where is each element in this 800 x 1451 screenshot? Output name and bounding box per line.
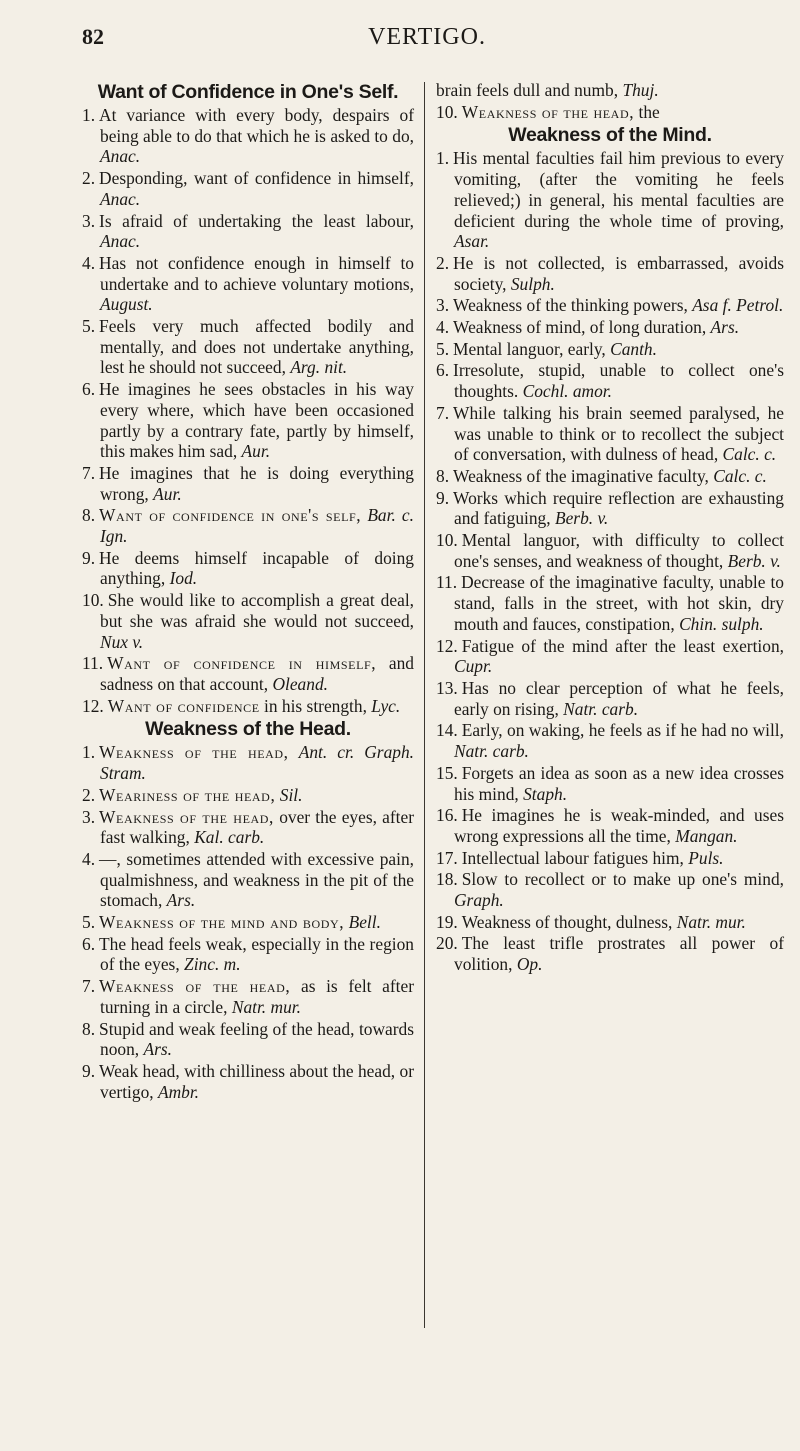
symptom-entry [436,678,784,719]
entry-number: 13. [436,677,458,698]
entry-text: While talking his brain seemed paralysed, he was unable to think or to recollect the subject of conversation, with dulness of head, [453,402,784,465]
remedy-name: Berb. v. [554,508,609,529]
entry-text: He imagines he is weak-minded, and uses wrong expressions all the time, [454,805,784,846]
remedy-name: Calc. c. [722,444,777,465]
remedy-name: Staph. [523,783,568,804]
symptom-entry [82,934,414,975]
symptom-entry [436,848,784,869]
entry-text: as is felt after turning in a circle, [100,976,414,1017]
remedy-name: Ambr. [157,1081,200,1102]
entry-text: Has not confidence enough in himself to undertake and to achieve voluntary motions, [99,252,414,294]
entry-text: His mental faculties fail him previous to every vomiting, (after the vomiting he feels relieved;) in general, his mental faculties are deficient during the whole time of proving, [453,148,784,231]
entry-caps-text: Weakness of the head, [99,976,291,997]
entry-text: The least trifle prostrates all power of volition, [454,933,784,975]
entry-number: 5. [436,338,450,359]
symptom-entry [82,696,414,717]
remedy-name: Natr. carb. [563,698,639,719]
remedy-name: Chin. sulph. [679,613,764,634]
entry-text: Forgets an idea as soon as a new idea crosses his mind, [454,762,784,804]
entry-text: Early, on waking, he feels as if he had no will, [461,720,784,741]
remedy-name: Cupr. [454,656,493,677]
symptom-entry [436,317,784,338]
entry-number: 3. [82,806,96,827]
section-heading: Want of Confidence in One's Self. [97,81,399,103]
entry-text: Works which require reflection are exhausting and fatiguing, [453,487,784,529]
remedy-name: Op. [516,954,543,975]
entry-text: She would like to accomplish a great deal, but she was afraid she would not succeed, [100,590,414,631]
entry-caps-text: Weariness of the head, [99,784,276,805]
symptom-entry [436,148,784,252]
entry-number: 9. [82,547,96,568]
entry-caps-text: Want of confidence in one's self, [99,505,362,526]
entry-text: over the eyes, after fast walking, [100,806,415,848]
entry-text: Decrease of the imaginative faculty, unable to stand, falls in the street, with hot skin, dry mouth and fauces, constipation, [454,572,784,634]
symptom-entry [436,530,784,571]
symptom-entry [436,572,784,634]
page-number: 82 [82,24,104,49]
entry-text: Weakness of thought, dulness, [461,911,673,932]
entry-text: Weak head, with chilliness about the head, or vertigo, [99,1060,414,1102]
symptom-entry [436,339,784,360]
entry-text: Weakness of the imaginative faculty, [453,465,709,486]
symptom-entry [436,720,784,761]
page-title: VERTIGO. [368,24,486,50]
entry-number: 6. [82,933,96,954]
entry-number: 18. [436,869,458,890]
symptom-entry [82,849,414,911]
remedy-name: Sulph. [510,273,555,294]
entry-text: The head feels weak, especially in the region of the eyes, [99,933,414,975]
remedy-name: Zinc. m. [184,954,241,975]
remedy-name: Bell. [348,912,381,933]
entry-text: He imagines that he is doing everything wrong, [99,462,414,504]
entry-number: 11. [436,572,458,593]
entry-number: 19. [436,911,458,932]
remedy-name: Sil. [279,784,303,805]
remedy-name: Kal. carb. [194,827,265,848]
symptom-entry [82,912,414,933]
symptom-entry [436,488,784,529]
entry-caps-text: Want of confidence [107,695,260,716]
symptom-entry [436,80,784,101]
symptom-entry [436,466,784,487]
symptom-entry [436,360,784,401]
remedy-name: Natr. mur. [676,911,746,932]
entry-number: 20. [436,933,458,954]
entry-number: 10. [436,530,458,551]
entry-text: Fatigue of the mind after the least exertion, [461,635,784,656]
entry-number: 1. [82,742,96,763]
entry-number: 3. [82,210,96,231]
remedy-name: Cochl. amor. [522,381,612,402]
symptom-entry [82,548,414,589]
entry-text: Is afraid of undertaking the least labour, [99,210,414,231]
symptom-entry [436,933,784,974]
entry-number: 2. [436,252,450,273]
entry-text: Irresolute, stupid, unable to collect one's thoughts. [453,360,784,402]
entry-text: He deems himself incapable of doing anything, [99,547,414,589]
remedy-name: Puls. [688,847,724,868]
remedy-name: Ant. cr. Graph. Stram. [100,742,415,784]
entry-text: Feels very much affected bodily and mentally, and does not undertake anything, lest he should not succeed, [99,316,414,378]
symptom-entry [436,869,784,910]
entry-caps-text: Weakness of the head, [99,742,289,763]
symptom-entry [82,253,414,315]
column-divider [424,82,425,1328]
entry-text: Mental languor, early, [453,338,606,359]
symptom-entry [82,653,414,694]
entry-text: Slow to recollect or to make up one's mind, [461,869,784,890]
entry-number: 8. [82,1018,96,1039]
section-heading: Weakness of the Head. [145,718,351,741]
entry-number: 12. [82,695,104,716]
remedy-name: Anac. [100,188,141,209]
symptom-entry [436,102,784,123]
remedy-name: Bar. c. Ign. [100,505,414,547]
entry-text: and sadness on that account, [100,653,414,694]
entry-number: 1. [82,105,96,125]
running-header [82,20,772,60]
remedy-name: Asar. [454,231,490,252]
remedy-name: Calc. c. [713,465,767,486]
remedy-name: August. [100,294,153,315]
entry-number: 11. [82,653,104,674]
remedy-name: Anac. [100,231,141,252]
entry-text: He is not collected, is embarrassed, avoids society, [453,252,784,294]
remedy-name: Mangan. [675,825,738,846]
entry-text: Weakness of mind, of long duration, [453,317,707,338]
remedy-name: Thuj. [622,80,659,100]
entry-number: 5. [82,316,96,337]
symptom-entry [436,805,784,846]
symptom-entry [82,505,414,546]
symptom-entry [436,253,784,294]
entry-text: Weakness of the thinking powers, [453,295,688,316]
entry-number: 2. [82,784,96,805]
entry-text: the [638,101,660,122]
symptom-entry [82,168,414,209]
symptom-entry [82,785,414,806]
remedy-name: Natr. mur. [231,996,301,1017]
entry-number: 8. [436,465,450,486]
remedy-name: Canth. [610,338,657,359]
entry-text: in his strength, [264,695,367,716]
symptom-entry [82,379,414,462]
remedy-name: Ars. [166,890,196,911]
entry-number: 4. [82,848,96,869]
entry-number: 6. [82,379,96,400]
right-column [436,80,784,976]
entry-number: 2. [82,168,96,189]
left-column [82,80,414,1103]
entry-number: 7. [82,462,96,483]
entry-text: Mental languor, with difficulty to collect one's senses, and weakness of thought, [454,530,784,571]
remedy-name: Natr. carb. [454,741,529,762]
entry-number: 3. [436,295,450,316]
symptom-entry [82,1019,414,1060]
symptom-entry [82,105,414,167]
entry-number: 4. [82,252,96,273]
entry-number: 9. [82,1060,96,1081]
remedy-name: Aur. [241,441,271,462]
entry-number: 8. [82,505,96,526]
entry-number: 10. [436,101,458,122]
entry-number: 15. [436,762,458,783]
section-heading: Weakness of the Mind. [508,124,712,147]
remedy-name: Berb. v. [727,550,781,571]
entry-number: 6. [436,360,450,381]
symptom-entry [82,807,414,848]
symptom-entry [82,316,414,378]
remedy-name: Oleand. [272,673,328,694]
entry-text: Desponding, want of confidence in himself, [99,168,414,189]
remedy-name: Asa f. Petrol. [692,295,784,316]
symptom-entry [436,912,784,933]
entry-caps-text: Weakness of the head, [99,806,274,827]
entry-caps-text: Weakness of the mind and body, [99,912,345,933]
entry-caps-text: Weakness of the head, [461,101,635,122]
remedy-name: Arg. nit. [290,357,348,378]
remedy-name: Lyc. [371,695,401,716]
entry-text: He imagines he sees obstacles in his way every where, which have been occasioned partly by a contrary fate, partly by himself, this makes him sad, [99,379,414,462]
entry-number: 1. [436,148,450,169]
symptom-entry [436,295,784,316]
symptom-entry [82,590,414,652]
entry-number: 12. [436,635,458,656]
symptom-entry [436,763,784,804]
entry-text: Has no clear perception of what he feels, early on rising, [454,677,784,719]
entry-number: 16. [436,805,458,826]
symptom-entry [436,403,784,465]
symptom-entry [82,1061,414,1102]
entry-text: brain feels dull and numb, [436,80,619,100]
entry-number: 17. [436,847,458,868]
entry-number: 5. [82,912,96,933]
symptom-entry [436,636,784,677]
symptom-entry [82,976,414,1017]
entry-number: 7. [82,976,96,997]
entry-number: 10. [82,590,104,611]
remedy-name: Anac. [100,146,141,167]
entry-number: 4. [436,317,450,338]
remedy-name: Aur. [153,483,182,504]
entry-number: 9. [436,487,450,508]
symptom-entry [82,211,414,252]
remedy-name: Ars. [710,317,740,338]
remedy-name: Iod. [169,568,198,589]
symptom-entry [82,463,414,504]
entry-text: —, sometimes attended with excessive pain, qualmishness, and weakness in the pit of the stomach, [99,848,414,911]
entry-text: Stupid and weak feeling of the head, towards noon, [99,1018,414,1060]
remedy-name: Nux v. [100,631,144,652]
entry-number: 7. [436,402,450,423]
symptom-entry [82,742,414,783]
remedy-name: Ars. [143,1039,173,1060]
remedy-name: Graph. [454,890,504,911]
entry-text: At variance with every body, despairs of being able to do that which he is asked to do, [99,105,414,146]
entry-caps-text: Want of confidence in himself, [107,653,377,674]
entry-number: 14. [436,720,458,741]
entry-text: Intellectual labour fatigues him, [461,847,684,868]
